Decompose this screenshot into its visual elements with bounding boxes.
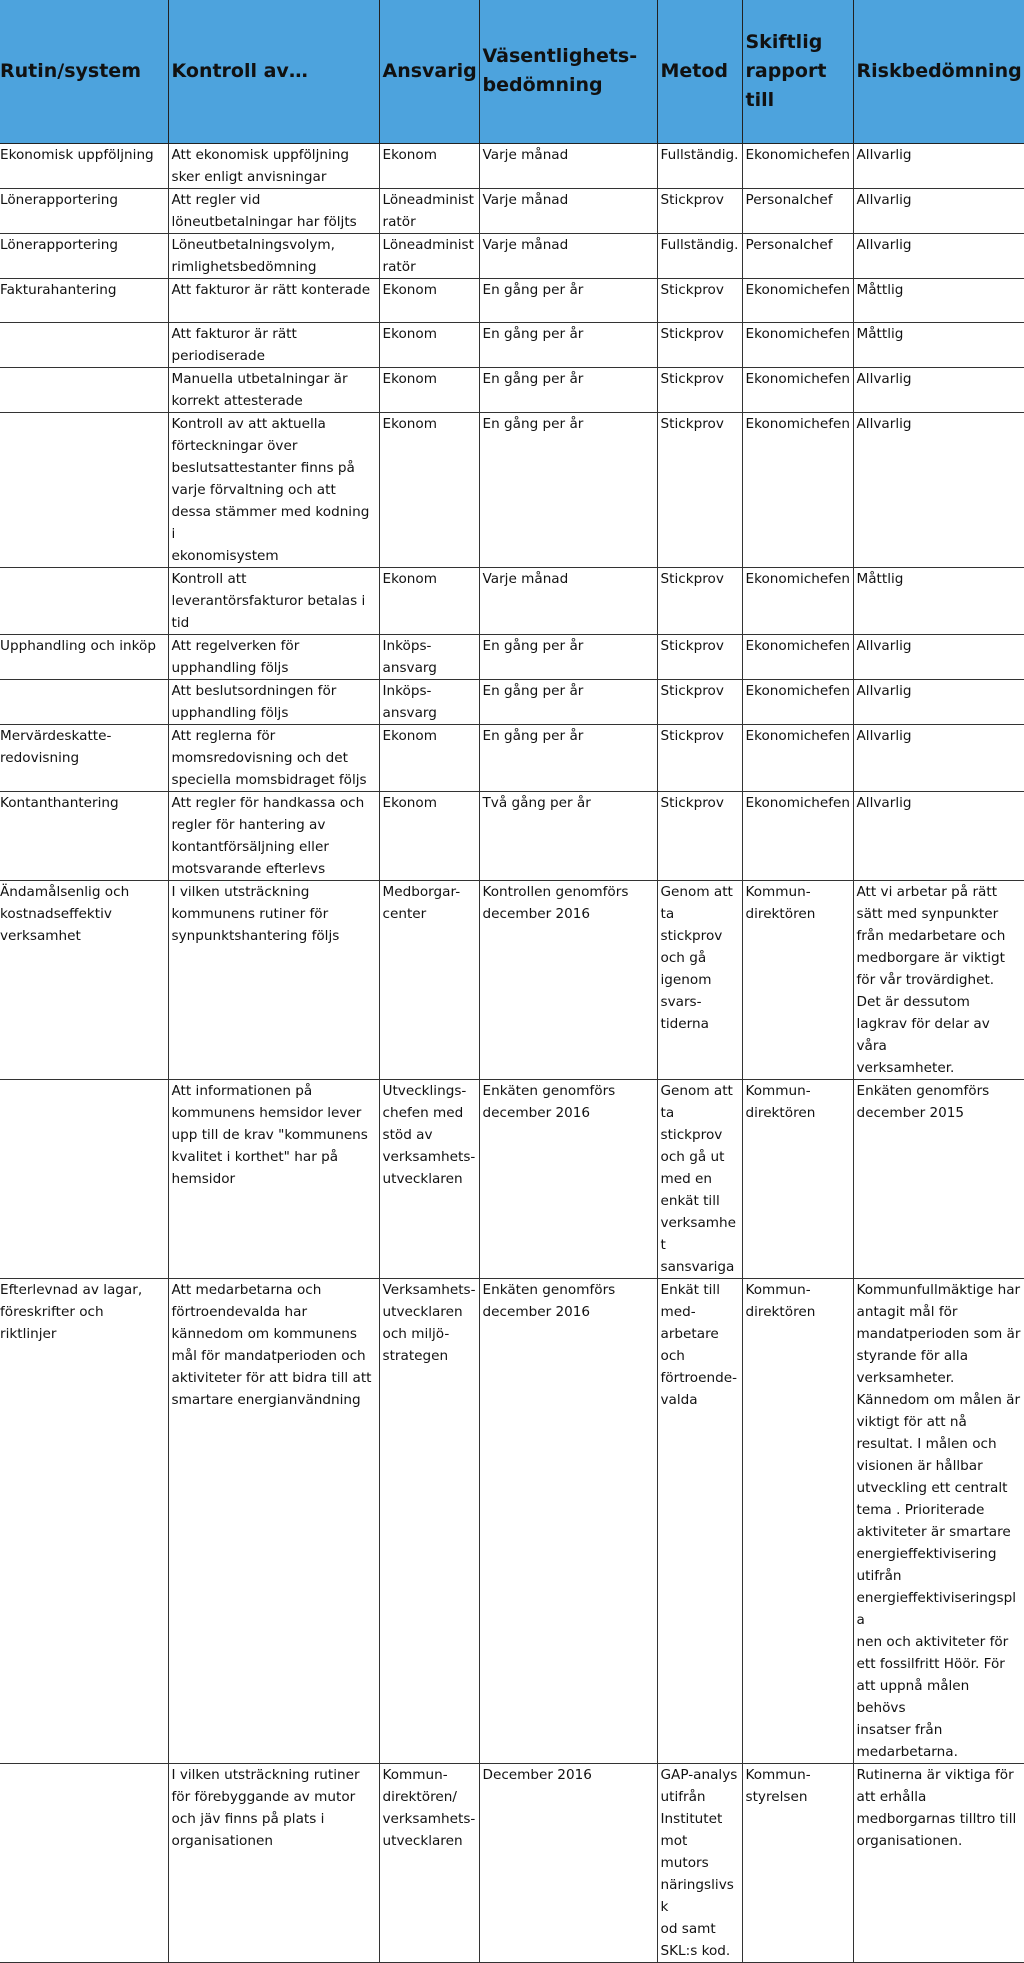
cell-text: Ekonom bbox=[382, 415, 437, 432]
metod-cell bbox=[657, 1278, 742, 1763]
cell-text: Stickprov bbox=[660, 325, 724, 342]
rutin-system-cell bbox=[0, 567, 168, 634]
cell-text: Kommun- direktören/ verksamhets- utvecklaren bbox=[382, 1766, 476, 1849]
metod-cell bbox=[657, 791, 742, 880]
cell-text: Ändamålsenlig och kostnadseffektiv verksamhet bbox=[0, 883, 130, 944]
cell-text: Mervärdeskatte- redovisning bbox=[0, 727, 112, 766]
rutin-system-cell bbox=[0, 880, 168, 1079]
header-label: Metod bbox=[660, 59, 729, 82]
cell-text: Att fakturor är rätt periodiserade bbox=[171, 325, 297, 364]
metod-cell bbox=[657, 634, 742, 679]
cell-text: Att regelverken för upphandling följs bbox=[171, 637, 300, 676]
cell-text: Ekonom bbox=[382, 146, 437, 163]
rutin-system-cell bbox=[0, 634, 168, 679]
cell-text: Genom att ta stickprov och gå ut med en enkät till verksamhet sansvariga bbox=[660, 1082, 737, 1275]
cell-text: Ekonom bbox=[382, 794, 437, 811]
cell-text: Stickprov bbox=[660, 727, 724, 744]
cell-text: Varje månad bbox=[482, 146, 569, 163]
cell-text: Att ekonomisk uppföljning sker enligt anvisningar bbox=[171, 146, 350, 185]
cell-text: Att reglerna för momsredovisning och det speciella momsbidraget följs bbox=[171, 727, 367, 788]
riskbedomning-cell bbox=[853, 1763, 1024, 1962]
metod-cell bbox=[657, 233, 742, 278]
cell-text: Allvarlig bbox=[856, 146, 912, 163]
vasentlighet-cell bbox=[479, 188, 657, 233]
cell-text: En gång per år bbox=[482, 281, 584, 298]
cell-text: Allvarlig bbox=[856, 415, 912, 432]
cell-text: Att beslutsordningen för upphandling följs bbox=[171, 682, 337, 721]
metod-cell bbox=[657, 1763, 742, 1962]
cell-text: Måttlig bbox=[856, 570, 904, 587]
metod-cell bbox=[657, 322, 742, 367]
cell-text: Kommun- direktören bbox=[745, 883, 816, 922]
vasentlighet-cell bbox=[479, 233, 657, 278]
cell-text: Ekonom bbox=[382, 570, 437, 587]
rutin-system-cell bbox=[0, 278, 168, 322]
cell-text: Ekonomisk uppföljning bbox=[0, 146, 154, 163]
header-label: Ansvarig bbox=[382, 59, 477, 82]
rapport-till-cell bbox=[742, 1763, 853, 1962]
cell-text: En gång per år bbox=[482, 325, 584, 342]
riskbedomning-cell bbox=[853, 188, 1024, 233]
table-row bbox=[0, 188, 1024, 233]
cell-text: Enkäten genomförs december 2016 bbox=[482, 1082, 616, 1121]
kontroll-av-cell bbox=[168, 188, 379, 233]
riskbedomning-cell bbox=[853, 412, 1024, 567]
rutin-system-cell bbox=[0, 791, 168, 880]
riskbedomning-cell bbox=[853, 634, 1024, 679]
rutin-system-cell bbox=[0, 1079, 168, 1278]
ansvarig-cell bbox=[379, 188, 479, 233]
cell-text: Ekonomichefen bbox=[745, 281, 850, 298]
cell-text: Att regler vid löneutbetalningar har följts bbox=[171, 191, 357, 230]
cell-text: Kontroll av att aktuella förteckningar över beslutsattestanter finns på varje förvaltning och att dessa stämmer med kodning i ekonomisystem bbox=[171, 415, 370, 564]
riskbedomning-cell bbox=[853, 233, 1024, 278]
rapport-till-cell bbox=[742, 233, 853, 278]
metod-cell bbox=[657, 188, 742, 233]
header-label: Kontroll av… bbox=[171, 59, 308, 82]
vasentlighet-cell bbox=[479, 567, 657, 634]
table-row bbox=[0, 679, 1024, 724]
cell-text: Ekonom bbox=[382, 370, 437, 387]
cell-text: Löneadminist ratör bbox=[382, 236, 474, 275]
ansvarig-cell bbox=[379, 233, 479, 278]
cell-text: December 2016 bbox=[482, 1766, 592, 1783]
metod-cell bbox=[657, 143, 742, 188]
cell-text: Ekonomichefen bbox=[745, 415, 850, 432]
header-metod bbox=[657, 0, 742, 143]
riskbedomning-cell bbox=[853, 1278, 1024, 1763]
cell-text: Inköps- ansvarg bbox=[382, 682, 437, 721]
rapport-till-cell bbox=[742, 188, 853, 233]
cell-text: Löneadminist ratör bbox=[382, 191, 474, 230]
cell-text: Personalchef bbox=[745, 236, 833, 253]
cell-text: Allvarlig bbox=[856, 727, 912, 744]
kontroll-av-cell bbox=[168, 367, 379, 412]
cell-text: Ekonomichefen bbox=[745, 325, 850, 342]
kontroll-av-cell bbox=[168, 679, 379, 724]
cell-text: Enkäten genomförs december 2015 bbox=[856, 1082, 990, 1121]
cell-text: Lönerapportering bbox=[0, 191, 119, 208]
rutin-system-cell bbox=[0, 367, 168, 412]
cell-text: Stickprov bbox=[660, 570, 724, 587]
cell-text: Kontroll att leverantörsfakturor betalas i tid bbox=[171, 570, 366, 631]
vasentlighet-cell bbox=[479, 322, 657, 367]
rutin-system-cell bbox=[0, 679, 168, 724]
kontroll-av-cell bbox=[168, 412, 379, 567]
kontroll-av-cell bbox=[168, 791, 379, 880]
cell-text: En gång per år bbox=[482, 415, 584, 432]
rapport-till-cell bbox=[742, 791, 853, 880]
ansvarig-cell bbox=[379, 1278, 479, 1763]
ansvarig-cell bbox=[379, 367, 479, 412]
kontroll-av-cell bbox=[168, 322, 379, 367]
cell-text: Allvarlig bbox=[856, 236, 912, 253]
cell-text: Att fakturor är rätt konterade bbox=[171, 281, 371, 298]
rutin-system-cell bbox=[0, 1278, 168, 1763]
riskbedomning-cell bbox=[853, 367, 1024, 412]
ansvarig-cell bbox=[379, 1079, 479, 1278]
header-row bbox=[0, 0, 1024, 143]
header-label: Skiftlig rapport till bbox=[745, 30, 827, 111]
header-kontroll-av bbox=[168, 0, 379, 143]
rapport-till-cell bbox=[742, 1278, 853, 1763]
cell-text: Fullständig. bbox=[660, 236, 739, 253]
vasentlighet-cell bbox=[479, 791, 657, 880]
kontroll-av-cell bbox=[168, 1278, 379, 1763]
rutin-system-cell bbox=[0, 233, 168, 278]
table-row bbox=[0, 634, 1024, 679]
cell-text: Fakturahantering bbox=[0, 281, 117, 298]
rapport-till-cell bbox=[742, 1079, 853, 1278]
vasentlighet-cell bbox=[479, 143, 657, 188]
cell-text: Två gång per år bbox=[482, 794, 591, 811]
metod-cell bbox=[657, 679, 742, 724]
ansvarig-cell bbox=[379, 322, 479, 367]
header-rutin-system bbox=[0, 0, 168, 143]
table-row bbox=[0, 880, 1024, 1079]
table-row bbox=[0, 278, 1024, 322]
cell-text: Varje månad bbox=[482, 191, 569, 208]
cell-text: Att regler för handkassa och regler för hantering av kontantförsäljning eller motsvarande efterlevs bbox=[171, 794, 365, 877]
cell-text: Löneutbetalningsvolym, rimlighetsbedömning bbox=[171, 236, 335, 275]
cell-text: Lönerapportering bbox=[0, 236, 119, 253]
cell-text: Ekonom bbox=[382, 727, 437, 744]
table-row bbox=[0, 412, 1024, 567]
table-row bbox=[0, 791, 1024, 880]
cell-text: En gång per år bbox=[482, 637, 584, 654]
cell-text: Inköps- ansvarg bbox=[382, 637, 437, 676]
cell-text: Allvarlig bbox=[856, 682, 912, 699]
cell-text: Allvarlig bbox=[856, 370, 912, 387]
cell-text: Stickprov bbox=[660, 415, 724, 432]
vasentlighet-cell bbox=[479, 1278, 657, 1763]
cell-text: Att informationen på kommunens hemsidor lever upp till de krav "kommunens kvalitet i korthet" har på hemsidor bbox=[171, 1082, 368, 1187]
ansvarig-cell bbox=[379, 880, 479, 1079]
cell-text: En gång per år bbox=[482, 682, 584, 699]
rapport-till-cell bbox=[742, 278, 853, 322]
metod-cell bbox=[657, 724, 742, 791]
vasentlighet-cell bbox=[479, 1079, 657, 1278]
cell-text: Varje månad bbox=[482, 570, 569, 587]
vasentlighet-cell bbox=[479, 278, 657, 322]
rapport-till-cell bbox=[742, 634, 853, 679]
cell-text: Kommun- direktören bbox=[745, 1281, 816, 1320]
cell-text: Ekonomichefen bbox=[745, 727, 850, 744]
riskbedomning-cell bbox=[853, 567, 1024, 634]
metod-cell bbox=[657, 1079, 742, 1278]
riskbedomning-cell bbox=[853, 278, 1024, 322]
table-row bbox=[0, 233, 1024, 278]
vasentlighet-cell bbox=[479, 412, 657, 567]
header-label: Riskbedömning bbox=[856, 59, 1022, 82]
kontroll-av-cell bbox=[168, 143, 379, 188]
cell-text: En gång per år bbox=[482, 727, 584, 744]
header-label: Väsentlighets- bedömning bbox=[482, 45, 638, 97]
kontroll-av-cell bbox=[168, 1079, 379, 1278]
cell-text: Genom att ta stickprov och gå igenom svars- tiderna bbox=[660, 883, 733, 1032]
rutin-system-cell bbox=[0, 724, 168, 791]
cell-text: Enkäten genomförs december 2016 bbox=[482, 1281, 616, 1320]
vasentlighet-cell bbox=[479, 880, 657, 1079]
table-row bbox=[0, 1079, 1024, 1278]
riskbedomning-cell bbox=[853, 724, 1024, 791]
cell-text: Stickprov bbox=[660, 370, 724, 387]
cell-text: Rutinerna är viktiga för att erhålla medborgarnas tilltro till organisationen. bbox=[856, 1766, 1017, 1849]
ansvarig-cell bbox=[379, 412, 479, 567]
cell-text: Enkät till med- arbetare och förtroende- valda bbox=[660, 1281, 738, 1408]
cell-text: Att medarbetarna och förtroendevalda har kännedom om kommunens mål för mandatperioden och aktiviteter för att bidra till att smartare energianvändning bbox=[171, 1281, 372, 1408]
ansvarig-cell bbox=[379, 567, 479, 634]
cell-text: Ekonomichefen bbox=[745, 637, 850, 654]
cell-text: Måttlig bbox=[856, 325, 904, 342]
rapport-till-cell bbox=[742, 412, 853, 567]
vasentlighet-cell bbox=[479, 367, 657, 412]
ansvarig-cell bbox=[379, 143, 479, 188]
cell-text: Kommun- styrelsen bbox=[745, 1766, 811, 1805]
ansvarig-cell bbox=[379, 1763, 479, 1962]
ansvarig-cell bbox=[379, 634, 479, 679]
cell-text: Ekonomichefen bbox=[745, 794, 850, 811]
kontroll-av-cell bbox=[168, 634, 379, 679]
metod-cell bbox=[657, 412, 742, 567]
table-row bbox=[0, 143, 1024, 188]
rapport-till-cell bbox=[742, 724, 853, 791]
vasentlighet-cell bbox=[479, 1763, 657, 1962]
table-row bbox=[0, 724, 1024, 791]
rapport-till-cell bbox=[742, 143, 853, 188]
metod-cell bbox=[657, 880, 742, 1079]
riskbedomning-cell bbox=[853, 1079, 1024, 1278]
rapport-till-cell bbox=[742, 322, 853, 367]
metod-cell bbox=[657, 567, 742, 634]
vasentlighet-cell bbox=[479, 634, 657, 679]
rapport-till-cell bbox=[742, 679, 853, 724]
cell-text: Verksamhets- utvecklaren och miljö- strategen bbox=[382, 1281, 476, 1364]
rutin-system-cell bbox=[0, 1763, 168, 1962]
header-ansvarig bbox=[379, 0, 479, 143]
cell-text: Allvarlig bbox=[856, 191, 912, 208]
cell-text: Stickprov bbox=[660, 682, 724, 699]
metod-cell bbox=[657, 278, 742, 322]
riskbedomning-cell bbox=[853, 679, 1024, 724]
cell-text: I vilken utsträckning rutiner för förebyggande av mutor och jäv finns på plats i organisationen bbox=[171, 1766, 360, 1849]
cell-text: Ekonomichefen bbox=[745, 682, 850, 699]
riskbedomning-cell bbox=[853, 322, 1024, 367]
rapport-till-cell bbox=[742, 367, 853, 412]
cell-text: Allvarlig bbox=[856, 637, 912, 654]
kontroll-av-cell bbox=[168, 1763, 379, 1962]
kontroll-av-cell bbox=[168, 880, 379, 1079]
kontroll-av-cell bbox=[168, 567, 379, 634]
cell-text: I vilken utsträckning kommunens rutiner för synpunktshantering följs bbox=[171, 883, 340, 944]
cell-text: Upphandling och inköp bbox=[0, 637, 156, 654]
cell-text: Varje månad bbox=[482, 236, 569, 253]
cell-text: Stickprov bbox=[660, 794, 724, 811]
kontroll-av-cell bbox=[168, 724, 379, 791]
ansvarig-cell bbox=[379, 724, 479, 791]
cell-text: Ekonomichefen bbox=[745, 146, 850, 163]
header-vasentlighetsbedomning bbox=[479, 0, 657, 143]
table-row bbox=[0, 1278, 1024, 1763]
vasentlighet-cell bbox=[479, 679, 657, 724]
cell-text: Medborgar- center bbox=[382, 883, 461, 922]
cell-text: Att vi arbetar på rätt sätt med synpunkter från medarbetare och medborgare är viktigt för vår trovärdighet. Det är dessutom lagkrav för delar av våra verksamheter. bbox=[856, 883, 1006, 1076]
header-riskbedomning bbox=[853, 0, 1024, 143]
cell-text: Stickprov bbox=[660, 191, 724, 208]
cell-text: Fullständig. bbox=[660, 146, 739, 163]
table-row bbox=[0, 367, 1024, 412]
cell-text: Kommunfullmäktige har antagit mål för mandatperioden som är styrande för alla verksamheter. Kännedom om målen är viktigt för att nå resultat. I målen och visionen är hållbar utveckling ett centralt tema . Prioriterade aktiviteter är smartare energieffektivisering utifrån energieffektiviseringspla nen och aktiviteter för ett fossilfritt Höör. För att uppnå målen behövs insatser från medarbetarna. bbox=[856, 1281, 1021, 1760]
cell-text: Kommun- direktören bbox=[745, 1082, 816, 1121]
rapport-till-cell bbox=[742, 880, 853, 1079]
cell-text: Personalchef bbox=[745, 191, 833, 208]
ansvarig-cell bbox=[379, 791, 479, 880]
kontroll-av-cell bbox=[168, 278, 379, 322]
riskbedomning-cell bbox=[853, 791, 1024, 880]
ansvarig-cell bbox=[379, 278, 479, 322]
cell-text: Stickprov bbox=[660, 637, 724, 654]
riskbedomning-cell bbox=[853, 880, 1024, 1079]
riskbedomning-cell bbox=[853, 143, 1024, 188]
rutin-system-cell bbox=[0, 143, 168, 188]
rutin-system-cell bbox=[0, 412, 168, 567]
rapport-till-cell bbox=[742, 567, 853, 634]
cell-text: Efterlevnad av lagar, föreskrifter och riktlinjer bbox=[0, 1281, 143, 1342]
cell-text: GAP-analys utifrån Institutet mot mutors näringslivsk od samt SKL:s kod. bbox=[660, 1766, 738, 1959]
kontroll-av-cell bbox=[168, 233, 379, 278]
cell-text: Kontanthantering bbox=[0, 794, 119, 811]
cell-text: Allvarlig bbox=[856, 794, 912, 811]
header-label: Rutin/system bbox=[0, 59, 141, 82]
rutin-system-cell bbox=[0, 322, 168, 367]
cell-text: En gång per år bbox=[482, 370, 584, 387]
cell-text: Ekonomichefen bbox=[745, 570, 850, 587]
cell-text: Måttlig bbox=[856, 281, 904, 298]
cell-text: Utvecklings- chefen med stöd av verksamhets- utvecklaren bbox=[382, 1082, 476, 1187]
cell-text: Ekonom bbox=[382, 281, 437, 298]
cell-text: Stickprov bbox=[660, 281, 724, 298]
cell-text: Ekonom bbox=[382, 325, 437, 342]
header-skiftlig-rapport-till bbox=[742, 0, 853, 143]
cell-text: Manuella utbetalningar är korrekt attesterade bbox=[171, 370, 348, 409]
table-row bbox=[0, 1763, 1024, 1962]
ansvarig-cell bbox=[379, 679, 479, 724]
cell-text: Ekonomichefen bbox=[745, 370, 850, 387]
table-row bbox=[0, 322, 1024, 367]
vasentlighet-cell bbox=[479, 724, 657, 791]
table-row bbox=[0, 567, 1024, 634]
rutin-system-cell bbox=[0, 188, 168, 233]
cell-text: Kontrollen genomförs december 2016 bbox=[482, 883, 629, 922]
metod-cell bbox=[657, 367, 742, 412]
